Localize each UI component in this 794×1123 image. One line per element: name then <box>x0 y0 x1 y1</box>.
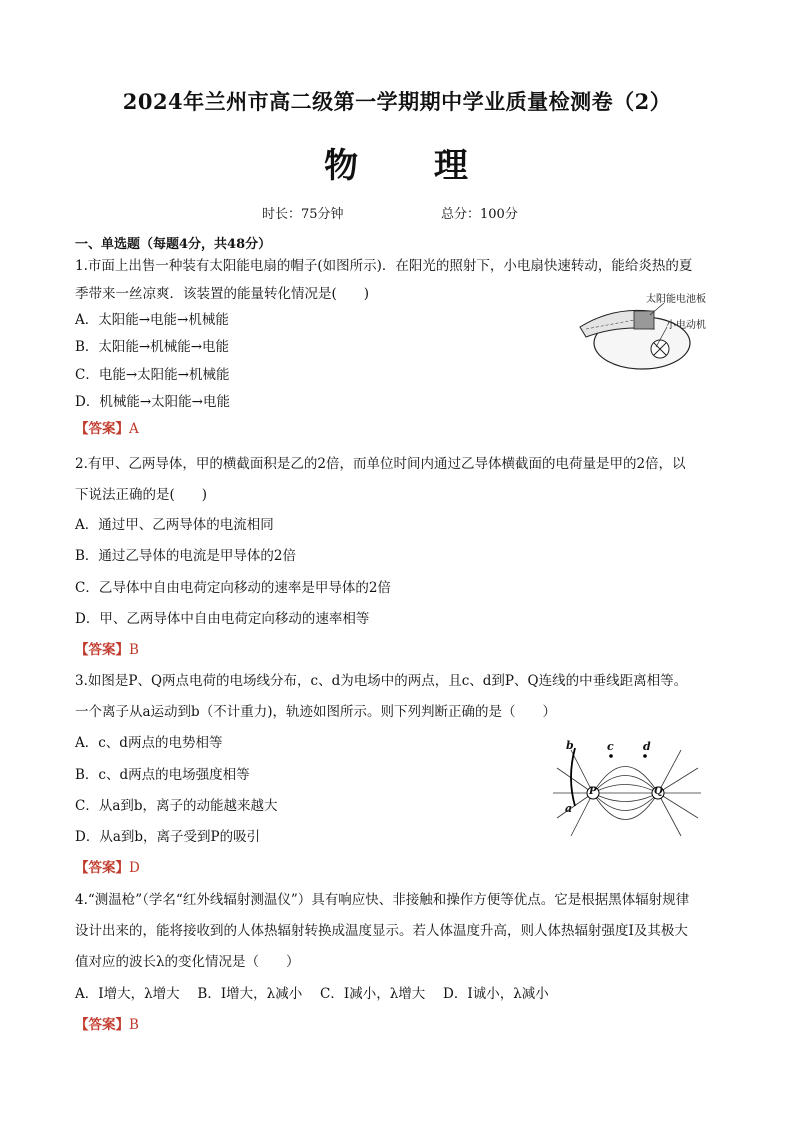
charge-q-label: Q <box>654 786 663 797</box>
q3-answer <box>75 856 140 876</box>
q1-option-b: B．太阳能→机械能→电能 <box>75 339 230 355</box>
q2-answer <box>75 638 139 658</box>
q1-stem-line2: 季带来一丝凉爽．该装置的能量转化情况是( ) <box>75 286 370 302</box>
q2-option-b: B．通过乙导体的电流是甲导体的2倍 <box>75 548 297 564</box>
point-d-label: d <box>643 740 651 753</box>
q1-option-a: A．太阳能→电能→机械能 <box>75 312 229 328</box>
field-lines-figure <box>553 738 703 848</box>
point-b-label: b <box>566 739 574 752</box>
q4-stem-line1: 4.“测温枪”（学名“红外线辐射测温仪”）具有响应快、非接触和操作方便等优点。它是根据黑体辐射规律 <box>75 892 690 908</box>
point-a-label: a <box>565 802 573 815</box>
point-c-label: c <box>607 740 614 753</box>
q3-stem-line2: 一个离子从a运动到b（不计重力)，轨迹如图所示。则下列判断正确的是（ ） <box>75 704 556 720</box>
q3-option-c: C．从a到b，离子的动能越来越大 <box>75 798 278 814</box>
answer-value: B <box>129 642 139 658</box>
answer-tag: 【答案】 <box>75 421 129 437</box>
q3-option-b: B．c、d两点的电场强度相等 <box>75 767 250 783</box>
q2-stem-line1: 2.有甲、乙两导体，甲的横截面积是乙的2倍，而单位时间内通过乙导体横截面的电荷量是甲的2倍，以 <box>75 456 686 472</box>
q2-stem-line2: 下说法正确的是( ) <box>75 487 208 503</box>
answer-value: B <box>129 1017 139 1033</box>
q4-answer <box>75 1013 139 1033</box>
exam-title: 2024年兰州市高二级第一学期期中学业质量检测卷（2） <box>122 89 672 114</box>
answer-tag: 【答案】 <box>75 642 129 658</box>
q3-option-a: A．c、d两点的电势相等 <box>75 735 223 751</box>
answer-value: A <box>129 421 139 437</box>
q1-answer <box>75 417 139 437</box>
q1-option-d: D．机械能→太阳能→电能 <box>75 394 230 410</box>
charge-p-label: P <box>589 786 597 797</box>
answer-tag: 【答案】 <box>75 1017 129 1033</box>
answer-tag: 【答案】 <box>75 860 129 876</box>
q2-option-c: C．乙导体中自由电荷定向移动的速率是甲导体的2倍 <box>75 580 391 596</box>
q3-option-d: D．从a到b，离子受到P的吸引 <box>75 829 261 845</box>
q4-options: A．I增大，λ增大 B．I增大，λ减小 C．I减小，λ增大 D．I诚小，λ减小 <box>75 986 549 1002</box>
solar-hat-figure <box>572 285 722 375</box>
q2-option-d: D．甲、乙两导体中自由电荷定向移动的速率相等 <box>75 611 370 627</box>
q4-stem-line2: 设计出来的，能将接收到的人体热辐射转换成温度显示。若人体温度升高，则人体热辐射强度I及其极大 <box>75 923 688 939</box>
section-heading: 一、单选题（每题4分，共48分） <box>75 237 272 252</box>
q1-option-c: C．电能→太阳能→机械能 <box>75 367 230 383</box>
q3-stem-line1: 3.如图是P、Q两点电荷的电场线分布，c、d为电场中的两点，且c、d到P、Q连线的中垂线距离相等。 <box>75 673 688 689</box>
subject-title: 物 理 <box>324 146 470 186</box>
answer-value: D <box>129 860 140 876</box>
motor-label: 小电动机 <box>666 320 706 331</box>
q1-stem-line1: 1.市面上出售一种装有太阳能电扇的帽子(如图所示)．在阳光的照射下，小电扇快速转动，能给炎热的夏 <box>75 258 693 274</box>
solar-panel-label: 太阳能电池板 <box>646 294 706 305</box>
exam-duration: 时长：75分钟 <box>262 207 344 222</box>
q2-option-a: A．通过甲、乙两导体的电流相同 <box>75 517 274 533</box>
exam-total-score: 总分：100分 <box>441 207 518 222</box>
q4-stem-line3: 值对应的波长λ的变化情况是（ ） <box>75 954 300 970</box>
